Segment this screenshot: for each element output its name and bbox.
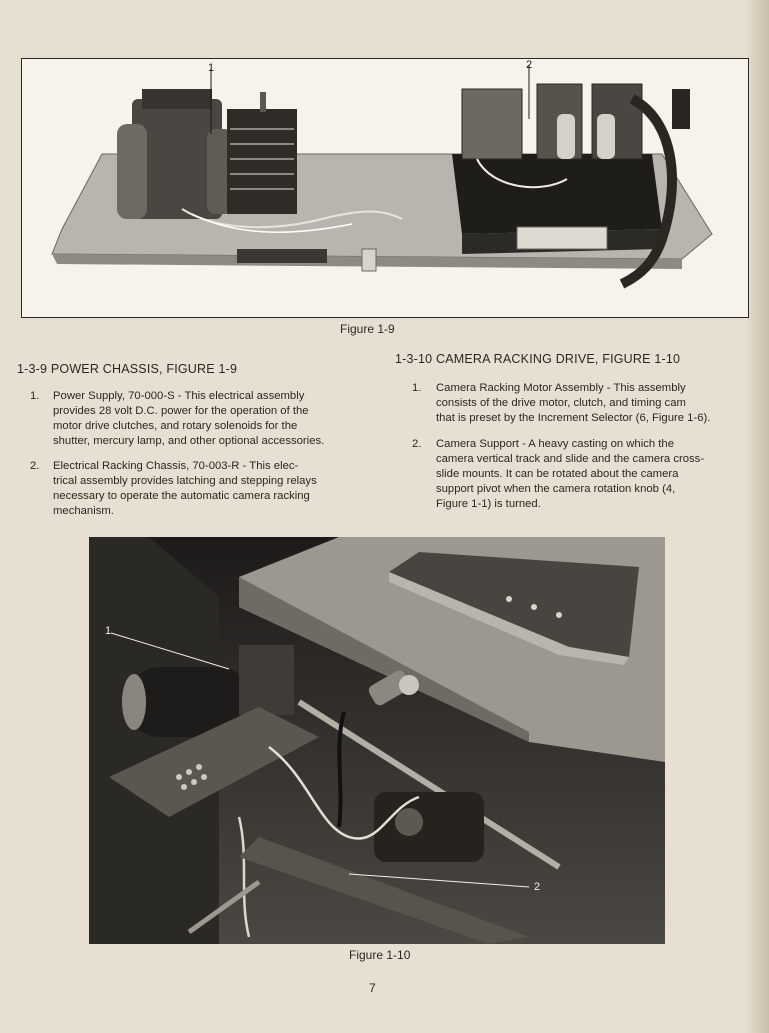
- figure-1-9-photo: [21, 58, 749, 318]
- figure-1-10-caption: Figure 1-10: [349, 948, 411, 962]
- callout-1-label: 1: [208, 62, 215, 74]
- relay-stack: [227, 109, 297, 214]
- motor-endcap: [122, 674, 146, 730]
- relay-left: [462, 89, 522, 159]
- item-line: Camera Support - A heavy casting on which the: [436, 438, 674, 450]
- item-line: consists of the drive motor, clutch, and timing cam: [436, 397, 686, 409]
- figure-1-10-photo: [89, 537, 665, 944]
- connector: [672, 89, 690, 129]
- figure-1-9-caption: Figure 1-9: [340, 322, 395, 336]
- item-line: provides 28 volt D.C. power for the operation of the: [53, 405, 309, 417]
- section-1-3-9-item-1: [30, 389, 360, 451]
- item-line: slide mounts. It can be rotated about the camera: [436, 468, 679, 480]
- section-1-3-9-item-2: [30, 459, 360, 521]
- item-number: 1.: [412, 382, 422, 394]
- item-line: Electrical Racking Chassis, 70-003-R - This elec-: [53, 460, 299, 472]
- terminal-strip: [237, 249, 327, 263]
- camera-support-casting: [374, 792, 484, 862]
- item-text: [436, 437, 704, 512]
- camera-racking-drive-illustration: [89, 537, 665, 944]
- item-line: mechanism.: [53, 505, 114, 517]
- pivot-knob: [399, 675, 419, 695]
- capacitor-2: [597, 114, 615, 159]
- item-line: that is preset by the Increment Selector (6, Figure 1-6).: [436, 412, 711, 424]
- page-number: 7: [369, 981, 376, 995]
- callout-1-label: 1: [105, 625, 112, 637]
- item-line: Camera Racking Motor Assembly - This assembly: [436, 382, 686, 394]
- section-1-3-10-item-2: [412, 437, 742, 514]
- item-number: 1.: [30, 390, 40, 402]
- item-line: motor drive clutches, and rotary solenoids for the: [53, 420, 298, 432]
- casting-boss: [395, 808, 423, 836]
- item-text: [53, 389, 324, 449]
- item-line: trical assembly provides latching and stepping relays: [53, 475, 317, 487]
- callout-2-label: 2: [526, 59, 533, 71]
- relay-knob: [260, 92, 266, 112]
- power-chassis-illustration: [22, 59, 748, 317]
- racking-chassis: [452, 154, 662, 234]
- callout-2-label: 2: [534, 881, 541, 893]
- clutch-housing: [239, 645, 294, 715]
- section-1-3-10-heading: 1-3-10 CAMERA RACKING DRIVE, FIGURE 1-10: [395, 352, 681, 366]
- section-1-3-9-heading: 1-3-9 POWER CHASSIS, FIGURE 1-9: [17, 362, 238, 376]
- page-edge: [747, 0, 769, 1033]
- item-text: [53, 459, 317, 519]
- item-line: support pivot when the camera rotation knob (4,: [436, 483, 676, 495]
- capacitor-1: [557, 114, 575, 159]
- section-1-3-10-item-1: [412, 381, 742, 428]
- item-line: camera vertical track and slide and the camera cross-: [436, 453, 705, 465]
- transformer-coil-left: [117, 124, 147, 219]
- item-line: Figure 1-1) is turned.: [436, 498, 541, 510]
- item-number: 2.: [30, 460, 40, 472]
- item-line: shutter, mercury lamp, and other optional accessories.: [53, 435, 325, 447]
- item-line: Power Supply, 70-000-S - This electrical assembly: [53, 390, 305, 402]
- standoff-post: [362, 249, 376, 271]
- transformer-top: [142, 89, 212, 109]
- item-line: necessary to operate the automatic camera racking: [53, 490, 310, 502]
- item-text: [436, 381, 710, 426]
- item-number: 2.: [412, 438, 422, 450]
- terminal-board: [517, 227, 607, 249]
